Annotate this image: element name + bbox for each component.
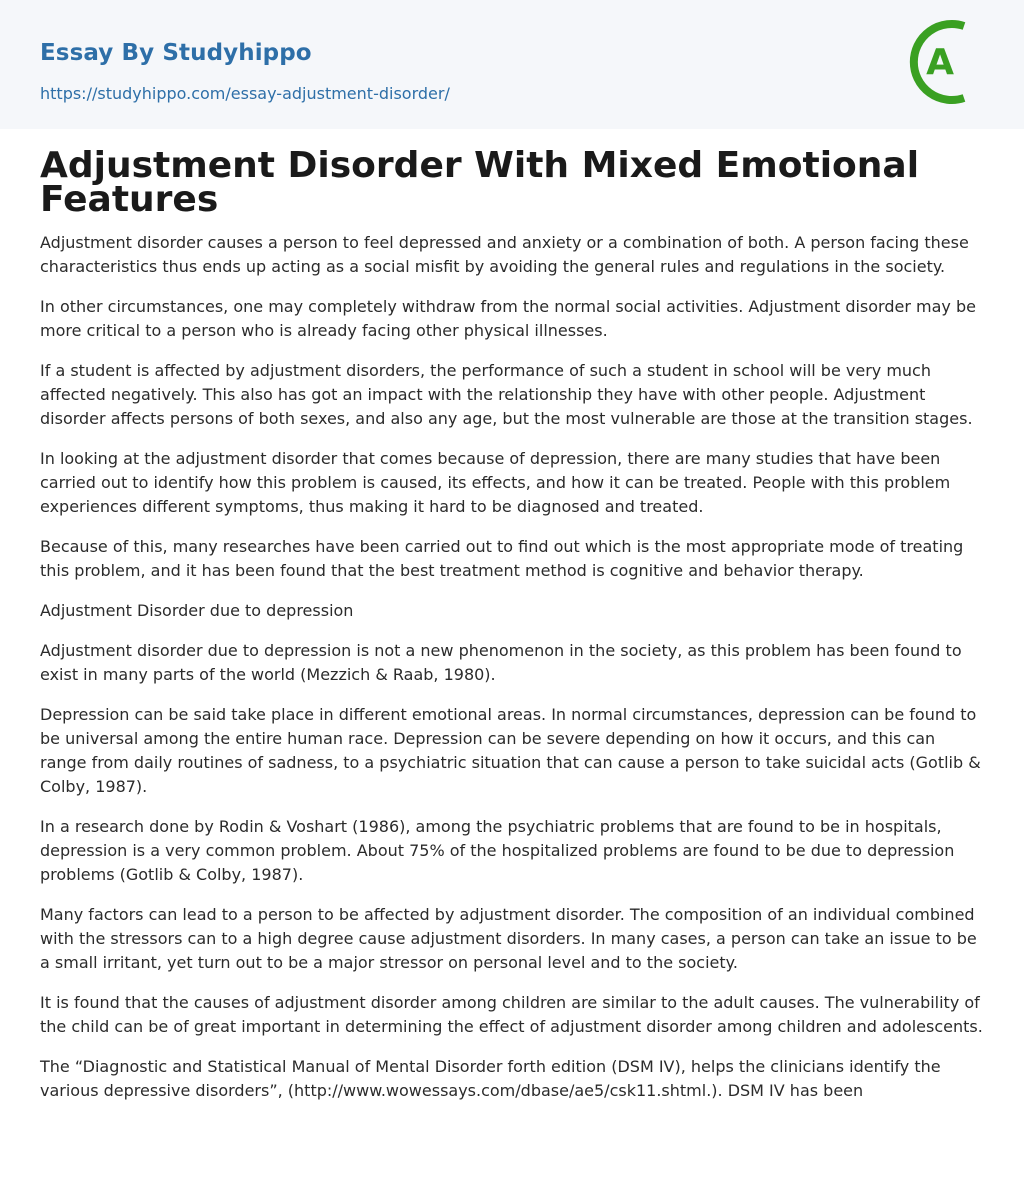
- paragraph: In looking at the adjustment disorder that comes because of depression, there are many studies that have been carried out to identify how this problem is caused, its effects, and how it can be treated. People with this problem experiences different symptoms, thus making it hard to be diagnosed and treated.: [40, 449, 951, 516]
- page-header: [0, 0, 1024, 129]
- studyhippo-logo-icon[interactable]: [908, 16, 992, 108]
- paragraph: Adjustment disorder causes a person to feel depressed and anxiety or a combination of both. A person facing these characteristics thus ends up acting as a social misfit by avoiding the general rules and regulations in the society.: [40, 233, 969, 276]
- paragraph: The “Diagnostic and Statistical Manual of Mental Disorder forth edition (DSM IV), helps the clinicians identify the various depressive disorders”, (http://www.wowessays.com/dbase/ae5/csk11.shtml.). DSM IV has been: [40, 1057, 941, 1100]
- paragraph: Many factors can lead to a person to be affected by adjustment disorder. The composition of an individual combined with the stressors can to a high degree cause adjustment disorders. In many cases, a person can take an issue to be a small irritant, yet turn out to be a major stressor on personal level and to the society.: [40, 905, 977, 972]
- paragraph: It is found that the causes of adjustment disorder among children are similar to the adult causes. The vulnerability of the child can be of great important in determining the effect of adjustment disorder among children and adolescents.: [40, 993, 983, 1036]
- article-title: Adjustment Disorder With Mixed Emotional Features: [40, 145, 920, 220]
- article: [0, 129, 1024, 1103]
- paragraph: In other circumstances, one may completely withdraw from the normal social activities. Adjustment disorder may be more critical to a person who is already facing other physical illnesses.: [40, 297, 976, 340]
- paragraph: If a student is affected by adjustment disorders, the performance of such a student in school will be very much affected negatively. This also has got an impact with the relationship they have with other people. Adjustment disorder affects persons of both sexes, and also any age, but the most vulnerable are those at the transition stages.: [40, 361, 973, 428]
- source-url-link[interactable]: https://studyhippo.com/essay-adjustment-disorder/: [40, 84, 450, 103]
- paragraph: Because of this, many researches have been carried out to find out which is the most appropriate mode of treating this problem, and it has been found that the best treatment method is cognitive and behavior therapy.: [40, 537, 964, 580]
- paragraph: In a research done by Rodin & Voshart (1986), among the psychiatric problems that are found to be in hospitals, depression is a very common problem. About 75% of the hospitalized problems are found to be due to depression problems (Gotlib & Colby, 1987).: [40, 817, 955, 884]
- section-heading: Adjustment Disorder due to depression: [40, 601, 354, 620]
- logo-letter: A: [926, 42, 954, 83]
- paragraph: Adjustment disorder due to depression is not a new phenomenon in the society, as this problem has been found to exist in many parts of the world (Mezzich & Raab, 1980).: [40, 641, 962, 684]
- site-brand[interactable]: Essay By Studyhippo: [40, 40, 312, 66]
- paragraph: Depression can be said take place in different emotional areas. In normal circumstances, depression can be found to be universal among the entire human race. Depression can be severe depending on how it occurs, and this can range from daily routines of sadness, to a psychiatric situation that can cause a person to take suicidal acts (Gotlib & Colby, 1987).: [40, 705, 981, 796]
